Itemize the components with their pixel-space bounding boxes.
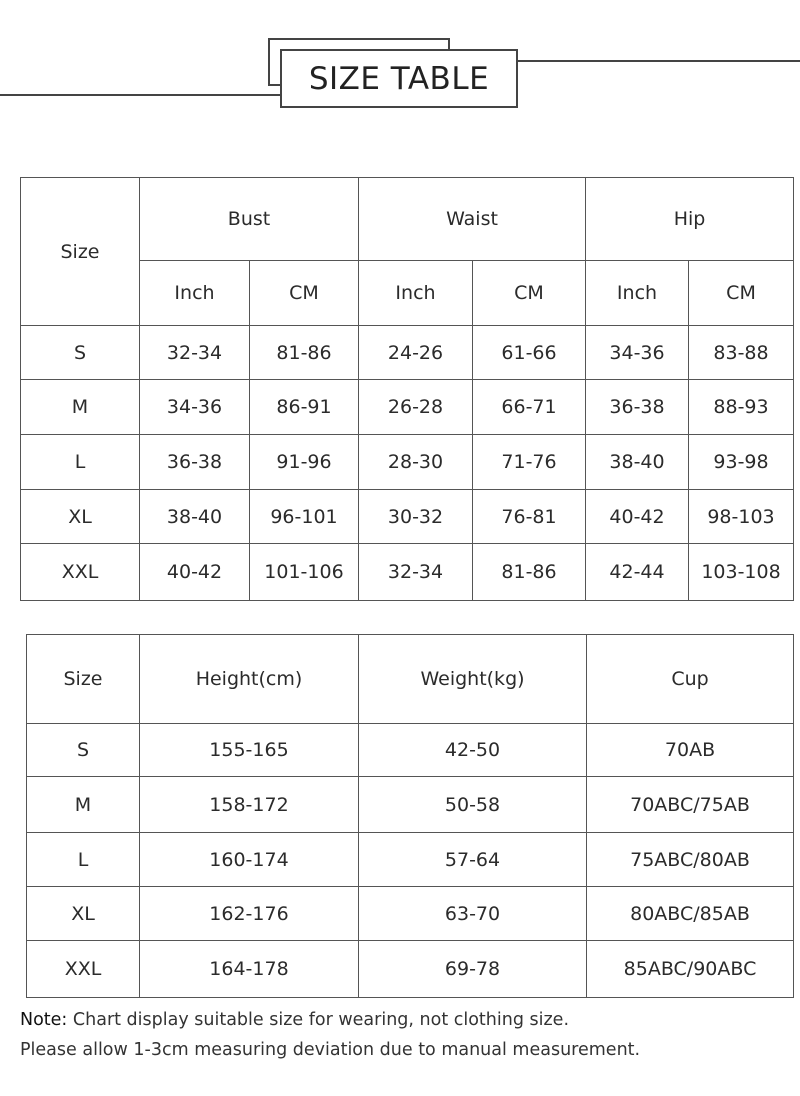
table-cell: 86-91 (250, 380, 359, 435)
table-cell: 76-81 (473, 490, 586, 544)
table-row (27, 724, 794, 777)
note-line-2 (20, 1040, 640, 1060)
table-cell: 85ABC/90ABC (587, 941, 794, 998)
table-cell: 70AB (587, 724, 794, 777)
table-cell: 93-98 (689, 435, 794, 490)
table-row (21, 380, 794, 435)
table-cell: 28-30 (359, 435, 473, 490)
size-cell: XL (21, 490, 140, 544)
unit-header: CM (689, 261, 794, 326)
table-header-row (27, 635, 794, 724)
table-row (21, 435, 794, 490)
table-cell: 36-38 (140, 435, 250, 490)
unit-header: Inch (586, 261, 689, 326)
table-cell: 81-86 (473, 544, 586, 601)
note-label: Note: (20, 1010, 68, 1030)
size-cell: XL (27, 887, 140, 941)
page-title-text: SIZE TABLE (308, 60, 490, 97)
table-cell: 75ABC/80AB (587, 833, 794, 887)
table-cell: 36-38 (586, 380, 689, 435)
weight-header: Weight(kg) (359, 635, 587, 724)
size-cell: L (21, 435, 140, 490)
note-line-1 (20, 1010, 569, 1030)
table-cell: 42-50 (359, 724, 587, 777)
table-cell: 57-64 (359, 833, 587, 887)
size-header: Size (21, 178, 140, 326)
table-cell: 69-78 (359, 941, 587, 998)
waist-header: Waist (359, 178, 586, 261)
table-cell: 91-96 (250, 435, 359, 490)
table-cell: 164-178 (140, 941, 359, 998)
table-cell: 155-165 (140, 724, 359, 777)
table-cell: 32-34 (359, 544, 473, 601)
table-cell: 162-176 (140, 887, 359, 941)
size-cell: XXL (21, 544, 140, 601)
table-row (27, 887, 794, 941)
table-cell: 42-44 (586, 544, 689, 601)
size-cell: M (27, 777, 140, 833)
unit-header: CM (250, 261, 359, 326)
table-cell: 66-71 (473, 380, 586, 435)
size-cell: M (21, 380, 140, 435)
table-cell: 96-101 (250, 490, 359, 544)
table-row (27, 833, 794, 887)
table-cell: 103-108 (689, 544, 794, 601)
table-row (27, 777, 794, 833)
table-cell: 80ABC/85AB (587, 887, 794, 941)
table-cell: 81-86 (250, 326, 359, 380)
table-cell: 101-106 (250, 544, 359, 601)
table-cell: 38-40 (140, 490, 250, 544)
unit-header: Inch (140, 261, 250, 326)
header-line-right (516, 60, 800, 62)
size-header: Size (27, 635, 140, 724)
table-cell: 50-58 (359, 777, 587, 833)
table-cell: 40-42 (140, 544, 250, 601)
table-row (27, 941, 794, 998)
unit-header: CM (473, 261, 586, 326)
table-cell: 30-32 (359, 490, 473, 544)
hip-header: Hip (586, 178, 794, 261)
body-size-table (26, 634, 794, 998)
table-cell: 98-103 (689, 490, 794, 544)
table-cell: 63-70 (359, 887, 587, 941)
page-title (280, 49, 518, 108)
table-cell: 32-34 (140, 326, 250, 380)
table-cell: 88-93 (689, 380, 794, 435)
table-cell: 71-76 (473, 435, 586, 490)
table-cell: 70ABC/75AB (587, 777, 794, 833)
size-cell: XXL (27, 941, 140, 998)
table-cell: 83-88 (689, 326, 794, 380)
unit-header: Inch (359, 261, 473, 326)
size-cell: S (27, 724, 140, 777)
table-cell: 34-36 (140, 380, 250, 435)
height-header: Height(cm) (140, 635, 359, 724)
table-row (21, 490, 794, 544)
table-cell: 158-172 (140, 777, 359, 833)
size-cell: S (21, 326, 140, 380)
table-cell: 24-26 (359, 326, 473, 380)
size-cell: L (27, 833, 140, 887)
table-cell: 26-28 (359, 380, 473, 435)
table-cell: 160-174 (140, 833, 359, 887)
note-text-1: Chart display suitable size for wearing, not clothing size. (72, 1010, 570, 1030)
header-line-left (0, 94, 282, 96)
measurement-table (20, 177, 794, 601)
cup-header: Cup (587, 635, 794, 724)
table-row (21, 326, 794, 380)
table-row (21, 544, 794, 601)
table-cell: 34-36 (586, 326, 689, 380)
table-cell: 61-66 (473, 326, 586, 380)
bust-header: Bust (140, 178, 359, 261)
table-cell: 40-42 (586, 490, 689, 544)
table-cell: 38-40 (586, 435, 689, 490)
note-text-2: Please allow 1-3cm measuring deviation due to manual measurement. (20, 1040, 641, 1060)
table-header-row (21, 178, 794, 261)
